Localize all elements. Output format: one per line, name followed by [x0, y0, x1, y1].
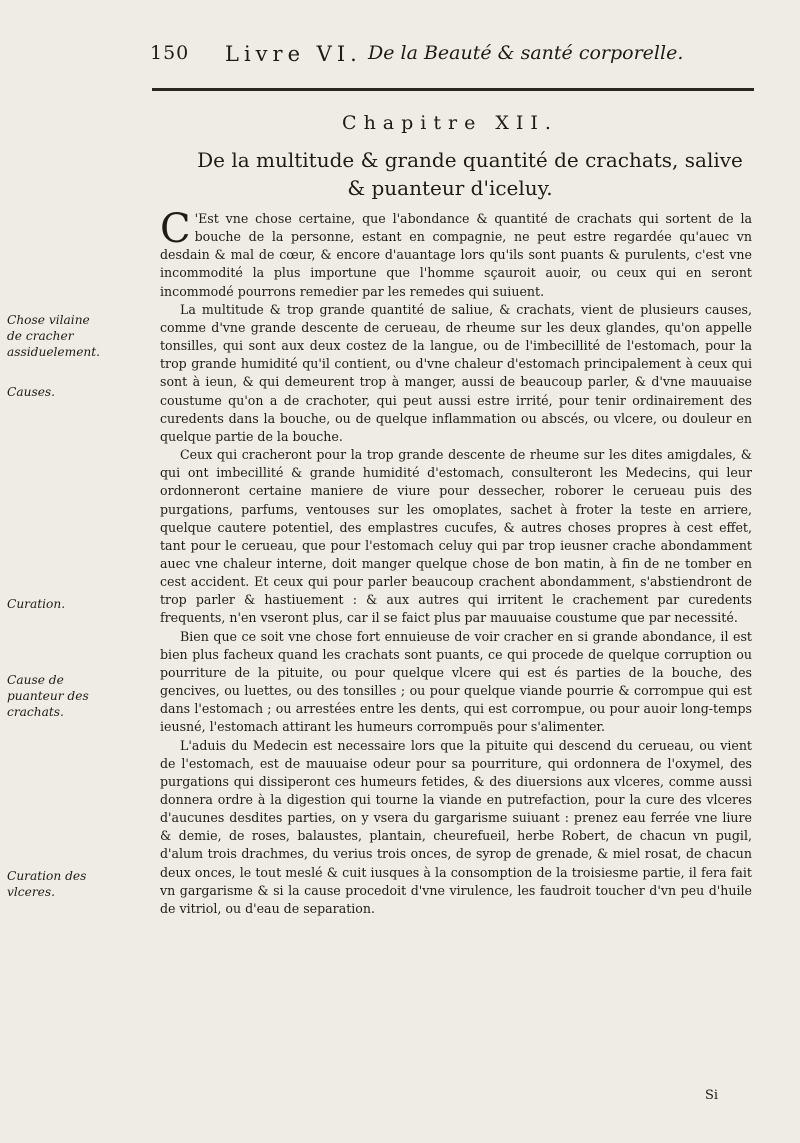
- paragraph-3: Ceux qui cracheront pour la trop grande descente de rheume sur les dites amigdales, & qui ont imbecillité & grande humidité d'estomach, consulteront les Medecins, qui leur ordonneront certaine maniere de viure pour dessecher, roborer le cerueau puis des purgations, parfums, ventouses sur les omoplates, sachet à froter la teste en arriere, quelque cautere potentiel, des emplastres cucufes, & autres choses propres à cest effet, tant pour le cerueau, que pour l'estomach celuy qui par trop ieusner crache abondamment auec vne chaleur interne, doit manger quelque chose de bon matin, à fin de ne tomber en cest accident. Et ceux qui pour parler beaucoup crachent abondamment, s'abstiendront de trop parler & hastiuement : & aux autres qui irritent le crachement par curedents frequents, n'en vseront plus, car il se faict plus par mauuaise coustume que par necessité.: [160, 447, 752, 626]
- margin-note: Chose vilaine de cracher assiduelement.: [7, 313, 101, 359]
- page-number: 150: [150, 42, 190, 64]
- paragraph-5: L'aduis du Medecin est necessaire lors que la pituite qui descend du cerueau, ou vient de l'estomach, est de mauuaise odeur pour sa pourriture, qui ordonnera de l'oxymel, des purgations qui dissiperont ces humeurs fetides, & des diuersions aux vlceres, comme aussi donnera ordre à la digestion qui tourne la viande en putrefaction, pour la cure des vlceres d'aucunes desdites parties, on y vsera du gargarisme suiuant : prenez eau ferrée vne liure & demie, de roses, balaustes, plantain, cheurefueil, herbe Robert, de chacun vn pugil, d'alum trois drachmes, du verius trois onces, de syrop de grenade, & miel rosat, de chacun deux onces, le tout meslé & cuit iusques à la consomption de la troisiesme partie, il fera fait vn gargarisme & si la cause procedoit d'vne virulence, les faudroit toucher d'vn peu d'huile de vitriol, ou d'eau de separation.: [160, 737, 752, 916]
- margin-note: Curation.: [7, 597, 66, 611]
- paragraph-1-text: 'Est vne chose certaine, que l'abondance & quantité de crachats qui sortent de la bouche de la personne, estant en compagnie, ne peut estre regardée qu'auec vn desdain & mal de cœur, & encore d'auantage lors qu'ils sont puants & purulents, c'est vne incommodité la plus importune que l'homme sçauroit auoir, ou ceux qui en seront incommodé pourrons remedier par les remedes qui suiuent.: [160, 211, 752, 299]
- header-rule: [152, 88, 754, 91]
- chapter-heading: Chapitre XII.: [342, 112, 558, 134]
- book-title: De la Beauté & santé corporelle.: [368, 42, 684, 64]
- drop-cap: C: [160, 206, 191, 252]
- catchword: Si: [705, 1088, 719, 1103]
- chapter-title-line-2: & puanteur d'iceluy.: [347, 176, 553, 200]
- paragraph-1: [160, 206, 752, 301]
- margin-note: Cause de puanteur des crachats.: [7, 673, 89, 719]
- chapter-title-line-1: De la multitude & grande quantité de crachats, salive: [197, 148, 743, 172]
- margin-note: Causes.: [7, 385, 56, 399]
- book-label: Livre VI.: [225, 42, 362, 66]
- chapter-body: [160, 206, 752, 918]
- margin-note: Curation des vlceres.: [7, 869, 87, 899]
- paragraph-2: La multitude & trop grande quantité de saliue, & crachats, vient de plusieurs causes, comme d'vne grande descente de cerueau, de rheume sur les deux glandes, qu'on appelle tonsilles, qui sont aux deux costez de la langue, ou de l'imbecillité de l'estomach, pour la trop grande humidité qu'il contient, ou d'vne chaleur d'estomach principalement à ceux qui sont à ieun, & qui demeurent trop à manger, aussi de beaucoup parler, & d'vne mauuaise coustume qu'on a de crachoter, qui peut aussi estre irrité, pour tenir ordinairement des curedents dans la bouche, ou de quelque inflammation ou abscés, ou vlcere, ou douleur en quelque partie de la bouche.: [160, 301, 752, 444]
- paragraph-4: Bien que ce soit vne chose fort ennuieuse de voir cracher en si grande abondance, il est bien plus facheux quand les crachats sont puants, ce qui procede de quelque corruption ou pourriture de la pituite, ou pour quelque vlcere qui est és parties de la bouche, des gencives, ou luettes, ou des tonsilles ; ou pour quelque viande pourrie & corrompue qui est dans l'estomach ; ou arrestées entre les dents, qui est corrompue, ou pour auoir long-temps ieusné, l'estomach attirant les humeurs corrompuës pour s'alimenter.: [160, 628, 752, 735]
